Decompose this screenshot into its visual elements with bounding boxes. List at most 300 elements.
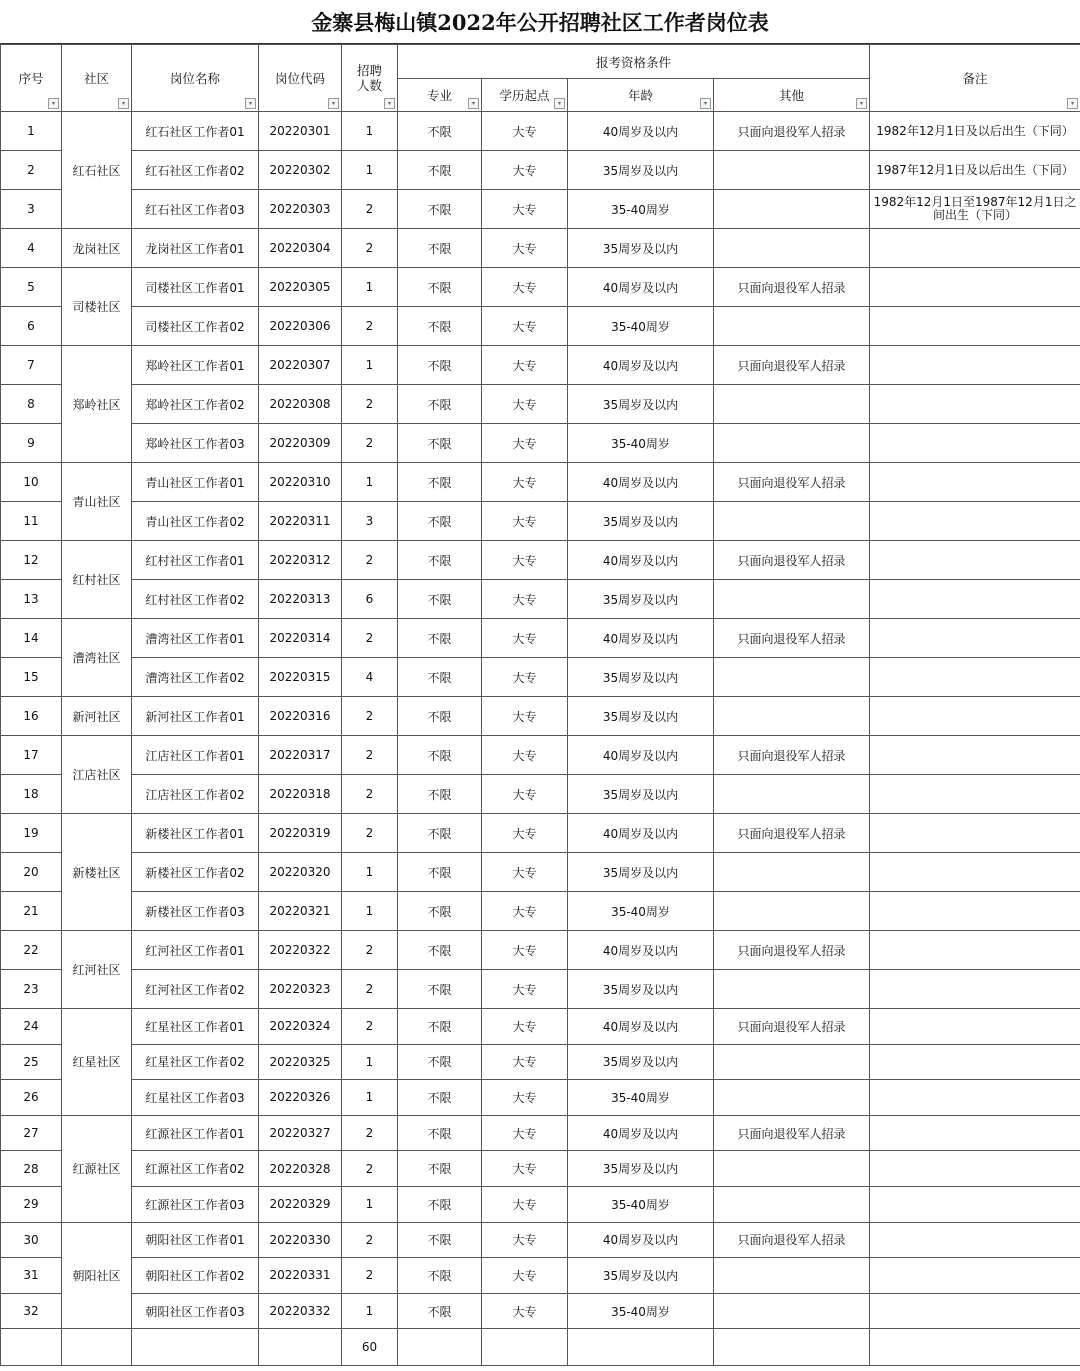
cell-post-code: 20220318 bbox=[259, 775, 342, 814]
cell-remarks bbox=[870, 697, 1080, 736]
cell-post-code: 20220316 bbox=[259, 697, 342, 736]
header-remarks[interactable]: 备注 ▾ bbox=[870, 45, 1080, 112]
cell-community: 朝阳社区 bbox=[62, 1222, 132, 1329]
cell-other: 只面向退役军人招录 bbox=[714, 1009, 870, 1045]
cell-other bbox=[714, 697, 870, 736]
cell-education: 大专 bbox=[482, 1222, 568, 1258]
table-header bbox=[1, 45, 1080, 112]
cell-post-code: 20220321 bbox=[259, 892, 342, 931]
cell-education: 大专 bbox=[482, 1151, 568, 1187]
cell-post-code: 20220326 bbox=[259, 1080, 342, 1116]
table-row bbox=[1, 814, 1080, 853]
cell-major: 不限 bbox=[398, 1293, 482, 1329]
cell-age: 40周岁及以内 bbox=[568, 112, 714, 151]
cell-count: 1 bbox=[342, 268, 398, 307]
cell-post-code: 20220319 bbox=[259, 814, 342, 853]
cell-education: 大专 bbox=[482, 1009, 568, 1045]
cell-major: 不限 bbox=[398, 502, 482, 541]
cell-education: 大专 bbox=[482, 619, 568, 658]
filter-dropdown-icon[interactable]: ▾ bbox=[118, 98, 129, 109]
table-row bbox=[1, 1186, 1080, 1222]
cell-age: 35周岁及以内 bbox=[568, 1044, 714, 1080]
cell-age: 40周岁及以内 bbox=[568, 346, 714, 385]
cell-count: 2 bbox=[342, 229, 398, 268]
table-row bbox=[1, 892, 1080, 931]
cell-post-code: 20220328 bbox=[259, 1151, 342, 1187]
cell-post-name: 红源社区工作者03 bbox=[132, 1186, 259, 1222]
cell-other bbox=[714, 1151, 870, 1187]
cell-major: 不限 bbox=[398, 580, 482, 619]
cell-community: 新楼社区 bbox=[62, 814, 132, 931]
cell-seq: 30 bbox=[1, 1222, 62, 1258]
cell-seq: 24 bbox=[1, 1009, 62, 1045]
filter-dropdown-icon[interactable]: ▾ bbox=[48, 98, 59, 109]
empty-cell bbox=[1, 1329, 62, 1366]
cell-remarks bbox=[870, 970, 1080, 1009]
cell-major: 不限 bbox=[398, 1115, 482, 1151]
cell-seq: 5 bbox=[1, 268, 62, 307]
cell-seq: 23 bbox=[1, 970, 62, 1009]
cell-seq: 32 bbox=[1, 1293, 62, 1329]
header-community[interactable]: 社区 ▾ bbox=[62, 45, 132, 112]
cell-seq: 14 bbox=[1, 619, 62, 658]
cell-other bbox=[714, 151, 870, 190]
cell-remarks bbox=[870, 853, 1080, 892]
cell-remarks: 1982年12月1日至1987年12月1日之间出生（下同） bbox=[870, 190, 1080, 229]
cell-major: 不限 bbox=[398, 619, 482, 658]
cell-remarks bbox=[870, 541, 1080, 580]
cell-post-name: 红源社区工作者02 bbox=[132, 1151, 259, 1187]
cell-count: 2 bbox=[342, 736, 398, 775]
cell-post-code: 20220310 bbox=[259, 463, 342, 502]
cell-other bbox=[714, 1044, 870, 1080]
cell-community: 龙岗社区 bbox=[62, 229, 132, 268]
cell-remarks bbox=[870, 229, 1080, 268]
cell-other bbox=[714, 580, 870, 619]
cell-age: 40周岁及以内 bbox=[568, 541, 714, 580]
cell-seq: 18 bbox=[1, 775, 62, 814]
cell-count: 1 bbox=[342, 1044, 398, 1080]
header-age[interactable]: 年龄 ▾ bbox=[568, 79, 714, 112]
cell-age: 35-40周岁 bbox=[568, 190, 714, 229]
cell-remarks bbox=[870, 1222, 1080, 1258]
cell-age: 40周岁及以内 bbox=[568, 619, 714, 658]
cell-age: 40周岁及以内 bbox=[568, 268, 714, 307]
cell-age: 35周岁及以内 bbox=[568, 580, 714, 619]
cell-seq: 16 bbox=[1, 697, 62, 736]
filter-dropdown-icon[interactable]: ▾ bbox=[328, 98, 339, 109]
cell-post-name: 司楼社区工作者02 bbox=[132, 307, 259, 346]
cell-remarks bbox=[870, 736, 1080, 775]
cell-age: 40周岁及以内 bbox=[568, 814, 714, 853]
cell-major: 不限 bbox=[398, 775, 482, 814]
cell-post-name: 郑岭社区工作者03 bbox=[132, 424, 259, 463]
cell-major: 不限 bbox=[398, 1222, 482, 1258]
cell-remarks bbox=[870, 424, 1080, 463]
cell-other bbox=[714, 892, 870, 931]
filter-dropdown-icon[interactable]: ▾ bbox=[384, 98, 395, 109]
cell-count: 2 bbox=[342, 190, 398, 229]
cell-major: 不限 bbox=[398, 112, 482, 151]
cell-remarks bbox=[870, 502, 1080, 541]
cell-major: 不限 bbox=[398, 346, 482, 385]
header-major[interactable]: 专业 ▾ bbox=[398, 79, 482, 112]
cell-post-code: 20220308 bbox=[259, 385, 342, 424]
cell-major: 不限 bbox=[398, 307, 482, 346]
cell-other: 只面向退役军人招录 bbox=[714, 346, 870, 385]
cell-count: 1 bbox=[342, 1293, 398, 1329]
cell-post-code: 20220302 bbox=[259, 151, 342, 190]
table-row bbox=[1, 307, 1080, 346]
cell-seq: 17 bbox=[1, 736, 62, 775]
cell-seq: 26 bbox=[1, 1080, 62, 1116]
cell-count: 2 bbox=[342, 697, 398, 736]
cell-post-code: 20220323 bbox=[259, 970, 342, 1009]
header-count[interactable]: 招聘人数 ▾ bbox=[342, 45, 398, 112]
empty-cell bbox=[132, 1329, 259, 1366]
cell-remarks bbox=[870, 1080, 1080, 1116]
cell-post-name: 红河社区工作者02 bbox=[132, 970, 259, 1009]
cell-education: 大专 bbox=[482, 1115, 568, 1151]
cell-major: 不限 bbox=[398, 697, 482, 736]
cell-education: 大专 bbox=[482, 151, 568, 190]
cell-post-name: 朝阳社区工作者02 bbox=[132, 1258, 259, 1294]
filter-dropdown-icon[interactable]: ▾ bbox=[554, 98, 565, 109]
cell-major: 不限 bbox=[398, 1044, 482, 1080]
cell-major: 不限 bbox=[398, 892, 482, 931]
cell-post-code: 20220307 bbox=[259, 346, 342, 385]
cell-age: 35-40周岁 bbox=[568, 424, 714, 463]
cell-remarks bbox=[870, 892, 1080, 931]
cell-count: 6 bbox=[342, 580, 398, 619]
cell-age: 35周岁及以内 bbox=[568, 151, 714, 190]
cell-remarks bbox=[870, 1258, 1080, 1294]
cell-post-code: 20220325 bbox=[259, 1044, 342, 1080]
table-row bbox=[1, 229, 1080, 268]
filter-dropdown-icon[interactable]: ▾ bbox=[700, 98, 711, 109]
cell-other bbox=[714, 1258, 870, 1294]
cell-post-code: 20220332 bbox=[259, 1293, 342, 1329]
cell-education: 大专 bbox=[482, 268, 568, 307]
header-seq[interactable]: 序号 ▾ bbox=[1, 45, 62, 112]
cell-post-name: 漕湾社区工作者01 bbox=[132, 619, 259, 658]
cell-other bbox=[714, 1293, 870, 1329]
cell-age: 35周岁及以内 bbox=[568, 697, 714, 736]
cell-remarks bbox=[870, 385, 1080, 424]
filter-dropdown-icon[interactable]: ▾ bbox=[245, 98, 256, 109]
cell-other bbox=[714, 775, 870, 814]
header-education[interactable]: 学历起点 ▾ bbox=[482, 79, 568, 112]
table-row bbox=[1, 853, 1080, 892]
cell-major: 不限 bbox=[398, 229, 482, 268]
empty-cell bbox=[62, 1329, 132, 1366]
cell-education: 大专 bbox=[482, 190, 568, 229]
cell-post-name: 漕湾社区工作者02 bbox=[132, 658, 259, 697]
cell-count: 2 bbox=[342, 931, 398, 970]
cell-age: 35周岁及以内 bbox=[568, 853, 714, 892]
cell-count: 1 bbox=[342, 346, 398, 385]
cell-age: 40周岁及以内 bbox=[568, 1222, 714, 1258]
cell-age: 40周岁及以内 bbox=[568, 463, 714, 502]
cell-remarks bbox=[870, 1009, 1080, 1045]
cell-seq: 4 bbox=[1, 229, 62, 268]
cell-post-code: 20220314 bbox=[259, 619, 342, 658]
cell-other bbox=[714, 1186, 870, 1222]
cell-seq: 12 bbox=[1, 541, 62, 580]
cell-post-name: 红星社区工作者01 bbox=[132, 1009, 259, 1045]
cell-education: 大专 bbox=[482, 463, 568, 502]
cell-seq: 15 bbox=[1, 658, 62, 697]
cell-other: 只面向退役军人招录 bbox=[714, 463, 870, 502]
cell-other bbox=[714, 853, 870, 892]
cell-community: 红石社区 bbox=[62, 112, 132, 229]
filter-dropdown-icon[interactable]: ▾ bbox=[856, 98, 867, 109]
header-post-code[interactable]: 岗位代码 ▾ bbox=[259, 45, 342, 112]
cell-education: 大专 bbox=[482, 346, 568, 385]
cell-count: 2 bbox=[342, 541, 398, 580]
cell-count: 2 bbox=[342, 1258, 398, 1294]
cell-education: 大专 bbox=[482, 892, 568, 931]
cell-community: 郑岭社区 bbox=[62, 346, 132, 463]
cell-seq: 28 bbox=[1, 1151, 62, 1187]
cell-post-name: 龙岗社区工作者01 bbox=[132, 229, 259, 268]
cell-other: 只面向退役军人招录 bbox=[714, 1222, 870, 1258]
cell-post-name: 红河社区工作者01 bbox=[132, 931, 259, 970]
table-row bbox=[1, 1258, 1080, 1294]
cell-count: 2 bbox=[342, 970, 398, 1009]
cell-post-code: 20220312 bbox=[259, 541, 342, 580]
cell-post-code: 20220313 bbox=[259, 580, 342, 619]
cell-remarks bbox=[870, 1293, 1080, 1329]
cell-seq: 20 bbox=[1, 853, 62, 892]
cell-major: 不限 bbox=[398, 1258, 482, 1294]
cell-seq: 6 bbox=[1, 307, 62, 346]
cell-major: 不限 bbox=[398, 268, 482, 307]
cell-remarks bbox=[870, 268, 1080, 307]
cell-seq: 3 bbox=[1, 190, 62, 229]
cell-post-name: 江店社区工作者02 bbox=[132, 775, 259, 814]
cell-education: 大专 bbox=[482, 775, 568, 814]
table-row bbox=[1, 151, 1080, 190]
cell-other bbox=[714, 970, 870, 1009]
cell-other bbox=[714, 502, 870, 541]
empty-cell bbox=[568, 1329, 714, 1366]
cell-post-code: 20220324 bbox=[259, 1009, 342, 1045]
cell-major: 不限 bbox=[398, 1151, 482, 1187]
cell-remarks bbox=[870, 658, 1080, 697]
cell-education: 大专 bbox=[482, 112, 568, 151]
cell-remarks: 1987年12月1日及以后出生（下同） bbox=[870, 151, 1080, 190]
cell-count: 1 bbox=[342, 1186, 398, 1222]
table-row bbox=[1, 658, 1080, 697]
cell-age: 40周岁及以内 bbox=[568, 1009, 714, 1045]
cell-major: 不限 bbox=[398, 658, 482, 697]
cell-post-name: 郑岭社区工作者01 bbox=[132, 346, 259, 385]
cell-post-code: 20220331 bbox=[259, 1258, 342, 1294]
cell-education: 大专 bbox=[482, 1258, 568, 1294]
cell-age: 35-40周岁 bbox=[568, 1186, 714, 1222]
cell-age: 40周岁及以内 bbox=[568, 1115, 714, 1151]
cell-other: 只面向退役军人招录 bbox=[714, 619, 870, 658]
cell-major: 不限 bbox=[398, 1186, 482, 1222]
empty-cell bbox=[870, 1329, 1080, 1366]
cell-education: 大专 bbox=[482, 853, 568, 892]
cell-count: 2 bbox=[342, 1115, 398, 1151]
cell-remarks bbox=[870, 931, 1080, 970]
filter-dropdown-icon[interactable]: ▾ bbox=[468, 98, 479, 109]
cell-post-name: 江店社区工作者01 bbox=[132, 736, 259, 775]
cell-other: 只面向退役军人招录 bbox=[714, 541, 870, 580]
cell-post-name: 红石社区工作者03 bbox=[132, 190, 259, 229]
cell-other: 只面向退役军人招录 bbox=[714, 814, 870, 853]
cell-remarks bbox=[870, 814, 1080, 853]
cell-post-code: 20220306 bbox=[259, 307, 342, 346]
header-other[interactable]: 其他 ▾ bbox=[714, 79, 870, 112]
cell-age: 35-40周岁 bbox=[568, 892, 714, 931]
cell-post-code: 20220329 bbox=[259, 1186, 342, 1222]
cell-age: 35周岁及以内 bbox=[568, 658, 714, 697]
cell-other: 只面向退役军人招录 bbox=[714, 112, 870, 151]
header-post-name[interactable]: 岗位名称 ▾ bbox=[132, 45, 259, 112]
cell-post-name: 红源社区工作者01 bbox=[132, 1115, 259, 1151]
cell-post-code: 20220301 bbox=[259, 112, 342, 151]
cell-other bbox=[714, 190, 870, 229]
cell-remarks bbox=[870, 307, 1080, 346]
table-row bbox=[1, 736, 1080, 775]
cell-seq: 1 bbox=[1, 112, 62, 151]
empty-cell bbox=[714, 1329, 870, 1366]
cell-post-name: 新楼社区工作者02 bbox=[132, 853, 259, 892]
cell-age: 35周岁及以内 bbox=[568, 970, 714, 1009]
cell-post-code: 20220317 bbox=[259, 736, 342, 775]
cell-count: 2 bbox=[342, 1009, 398, 1045]
cell-community: 青山社区 bbox=[62, 463, 132, 541]
cell-post-code: 20220303 bbox=[259, 190, 342, 229]
table-row bbox=[1, 268, 1080, 307]
cell-post-code: 20220322 bbox=[259, 931, 342, 970]
header-conditions: 报考资格条件 bbox=[398, 45, 870, 79]
cell-education: 大专 bbox=[482, 970, 568, 1009]
cell-education: 大专 bbox=[482, 424, 568, 463]
empty-cell bbox=[482, 1329, 568, 1366]
cell-seq: 29 bbox=[1, 1186, 62, 1222]
cell-seq: 21 bbox=[1, 892, 62, 931]
table-row bbox=[1, 1044, 1080, 1080]
cell-remarks bbox=[870, 1115, 1080, 1151]
cell-post-name: 红石社区工作者02 bbox=[132, 151, 259, 190]
cell-post-name: 朝阳社区工作者03 bbox=[132, 1293, 259, 1329]
cell-post-name: 郑岭社区工作者02 bbox=[132, 385, 259, 424]
cell-remarks bbox=[870, 1044, 1080, 1080]
cell-post-code: 20220327 bbox=[259, 1115, 342, 1151]
cell-other bbox=[714, 424, 870, 463]
cell-post-name: 司楼社区工作者01 bbox=[132, 268, 259, 307]
cell-post-code: 20220320 bbox=[259, 853, 342, 892]
cell-other: 只面向退役军人招录 bbox=[714, 736, 870, 775]
empty-cell bbox=[398, 1329, 482, 1366]
cell-age: 35周岁及以内 bbox=[568, 229, 714, 268]
cell-community: 司楼社区 bbox=[62, 268, 132, 346]
cell-count: 2 bbox=[342, 307, 398, 346]
table-row bbox=[1, 424, 1080, 463]
table-row bbox=[1, 190, 1080, 229]
cell-age: 35-40周岁 bbox=[568, 307, 714, 346]
cell-education: 大专 bbox=[482, 229, 568, 268]
cell-other bbox=[714, 307, 870, 346]
cell-seq: 19 bbox=[1, 814, 62, 853]
table-body bbox=[1, 112, 1080, 1366]
cell-community: 红河社区 bbox=[62, 931, 132, 1009]
table-row bbox=[1, 697, 1080, 736]
table-row bbox=[1, 463, 1080, 502]
table-row bbox=[1, 970, 1080, 1009]
cell-seq: 22 bbox=[1, 931, 62, 970]
cell-count: 2 bbox=[342, 1222, 398, 1258]
cell-remarks bbox=[870, 775, 1080, 814]
cell-post-name: 新楼社区工作者03 bbox=[132, 892, 259, 931]
cell-major: 不限 bbox=[398, 190, 482, 229]
cell-community: 江店社区 bbox=[62, 736, 132, 814]
cell-count: 2 bbox=[342, 385, 398, 424]
table-row bbox=[1, 931, 1080, 970]
cell-age: 35周岁及以内 bbox=[568, 385, 714, 424]
cell-community: 红源社区 bbox=[62, 1115, 132, 1222]
cell-post-name: 新河社区工作者01 bbox=[132, 697, 259, 736]
cell-remarks bbox=[870, 580, 1080, 619]
cell-count: 3 bbox=[342, 502, 398, 541]
cell-count: 2 bbox=[342, 424, 398, 463]
cell-count: 2 bbox=[342, 1151, 398, 1187]
total-row bbox=[1, 1329, 1080, 1366]
cell-count: 1 bbox=[342, 1080, 398, 1116]
cell-seq: 9 bbox=[1, 424, 62, 463]
cell-post-name: 青山社区工作者01 bbox=[132, 463, 259, 502]
cell-count: 2 bbox=[342, 775, 398, 814]
cell-age: 35-40周岁 bbox=[568, 1080, 714, 1116]
cell-education: 大专 bbox=[482, 541, 568, 580]
cell-remarks: 1982年12月1日及以后出生（下同） bbox=[870, 112, 1080, 151]
cell-age: 40周岁及以内 bbox=[568, 736, 714, 775]
cell-education: 大专 bbox=[482, 1186, 568, 1222]
cell-education: 大专 bbox=[482, 1293, 568, 1329]
cell-other: 只面向退役军人招录 bbox=[714, 268, 870, 307]
cell-post-name: 红星社区工作者03 bbox=[132, 1080, 259, 1116]
cell-remarks bbox=[870, 1186, 1080, 1222]
cell-major: 不限 bbox=[398, 736, 482, 775]
cell-other bbox=[714, 229, 870, 268]
cell-count: 1 bbox=[342, 151, 398, 190]
cell-post-name: 红村社区工作者02 bbox=[132, 580, 259, 619]
filter-dropdown-icon[interactable]: ▾ bbox=[1067, 98, 1078, 109]
empty-cell bbox=[259, 1329, 342, 1366]
cell-education: 大专 bbox=[482, 697, 568, 736]
cell-major: 不限 bbox=[398, 970, 482, 1009]
cell-seq: 10 bbox=[1, 463, 62, 502]
table-row bbox=[1, 580, 1080, 619]
cell-education: 大专 bbox=[482, 736, 568, 775]
cell-community: 红星社区 bbox=[62, 1009, 132, 1116]
cell-education: 大专 bbox=[482, 1044, 568, 1080]
cell-count: 2 bbox=[342, 814, 398, 853]
cell-post-code: 20220330 bbox=[259, 1222, 342, 1258]
cell-major: 不限 bbox=[398, 151, 482, 190]
cell-seq: 25 bbox=[1, 1044, 62, 1080]
cell-education: 大专 bbox=[482, 658, 568, 697]
cell-remarks bbox=[870, 619, 1080, 658]
cell-other bbox=[714, 1080, 870, 1116]
cell-other: 只面向退役军人招录 bbox=[714, 931, 870, 970]
cell-remarks bbox=[870, 346, 1080, 385]
